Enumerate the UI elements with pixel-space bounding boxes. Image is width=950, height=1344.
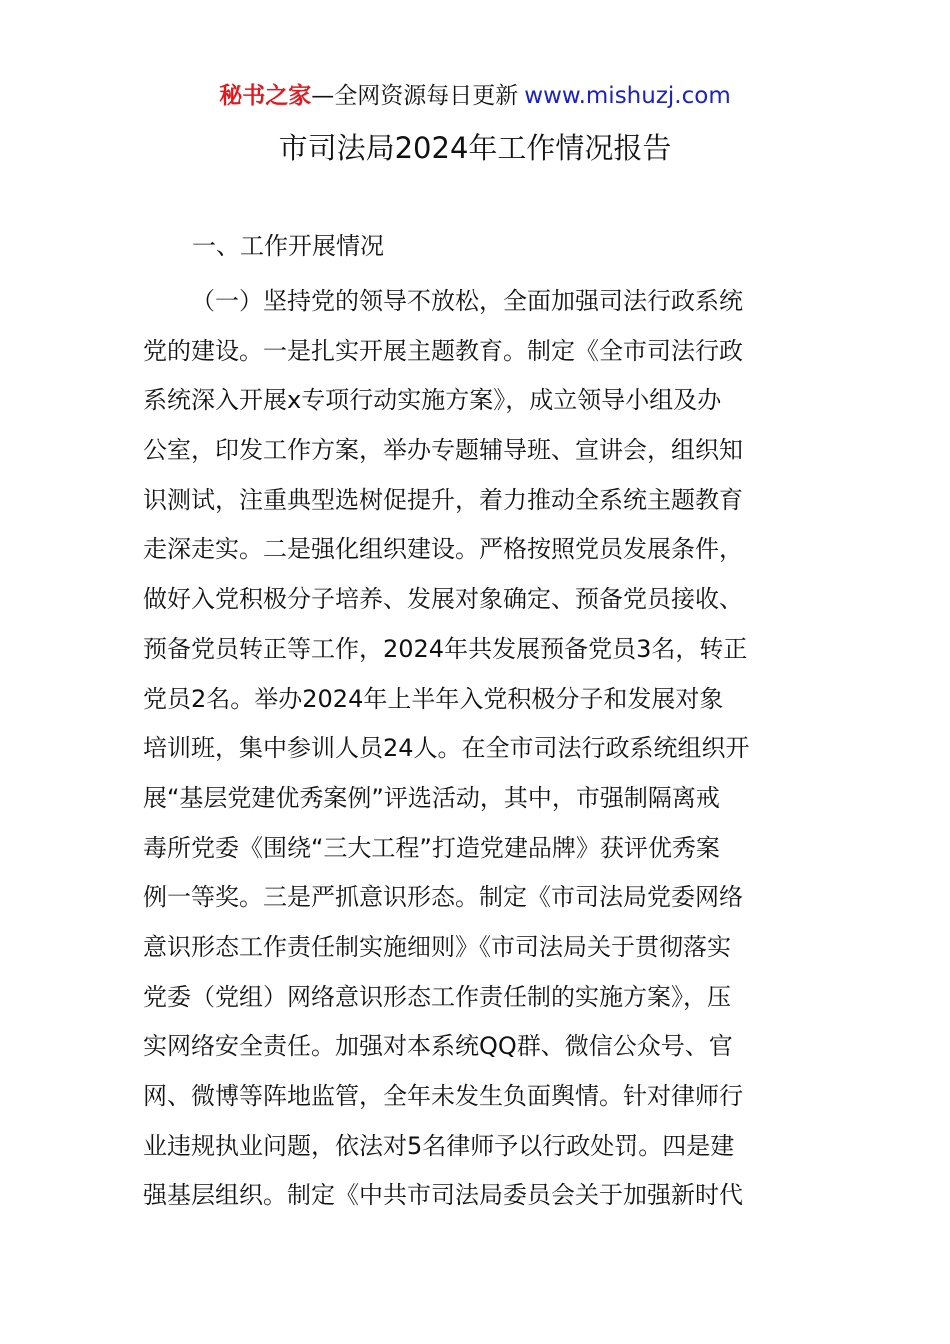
paragraph-line: 预备党员转正等工作，2024年共发展预备党员3名，转正	[143, 634, 748, 663]
body-paragraph	[143, 277, 813, 1221]
paragraph-line: 业违规执业问题，依法对5名律师予以行政处罚。四是建	[143, 1131, 735, 1160]
paragraph-line: 公室，印发工作方案，举办专题辅导班、宣讲会，组织知	[143, 436, 743, 465]
paragraph-line: 党的建设。一是扎实开展主题教育。制定《全市司法行政	[143, 336, 743, 365]
paragraph-line: 党委（党组）网络意识形态工作责任制的实施方案》，压	[143, 982, 731, 1011]
paragraph-line: （一）坚持党的领导不放松，全面加强司法行政系统	[191, 287, 743, 315]
paragraph-line: 展“基层党建优秀案例”评选活动，其中，市强制隔离戒	[143, 783, 720, 812]
paragraph-line: 意识形态工作责任制实施细则》《市司法局关于贯彻落实	[143, 932, 731, 961]
section-heading: 一、工作开展情况	[192, 232, 384, 260]
paragraph-line: 网、微博等阵地监管，全年未发生负面舆情。针对律师行	[143, 1082, 743, 1110]
paragraph-line: 识测试，注重典型选树促提升，着力推动全系统主题教育	[143, 485, 743, 514]
paragraph-line: 例一等奖。三是严抓意识形态。制定《市司法局党委网络	[143, 883, 743, 912]
document-title: 市司法局2024年工作情况报告	[278, 131, 672, 165]
paragraph-line: 强基层组织。制定《中共市司法局委员会关于加强新时代	[143, 1181, 743, 1210]
banner-tagline: —全网资源每日更新	[311, 83, 519, 109]
site-banner	[0, 80, 950, 112]
paragraph-line: 走深走实。二是强化组织建设。严格按照党员发展条件，	[143, 535, 743, 564]
paragraph-line: 毒所党委《围绕“三大工程”打造党建品牌》获评优秀案	[143, 833, 720, 862]
paragraph-line: 做好入党积极分子培养、发展对象确定、预备党员接收、	[143, 585, 743, 614]
paragraph-line: 实网络安全责任。加强对本系统QQ群、微信公众号、官	[143, 1032, 733, 1061]
paragraph-line: 系统深入开展x专项行动实施方案》，成立领导小组及办	[143, 386, 722, 415]
brand-name: 秘书之家	[219, 83, 312, 109]
paragraph-line: 培训班，集中参训人员24人。在全市司法行政系统组织开	[143, 734, 750, 763]
paragraph-line: 党员2名。举办2024年上半年入党积极分子和发展对象	[143, 684, 724, 713]
site-url[interactable]: www.mishuzj.com	[524, 83, 731, 109]
